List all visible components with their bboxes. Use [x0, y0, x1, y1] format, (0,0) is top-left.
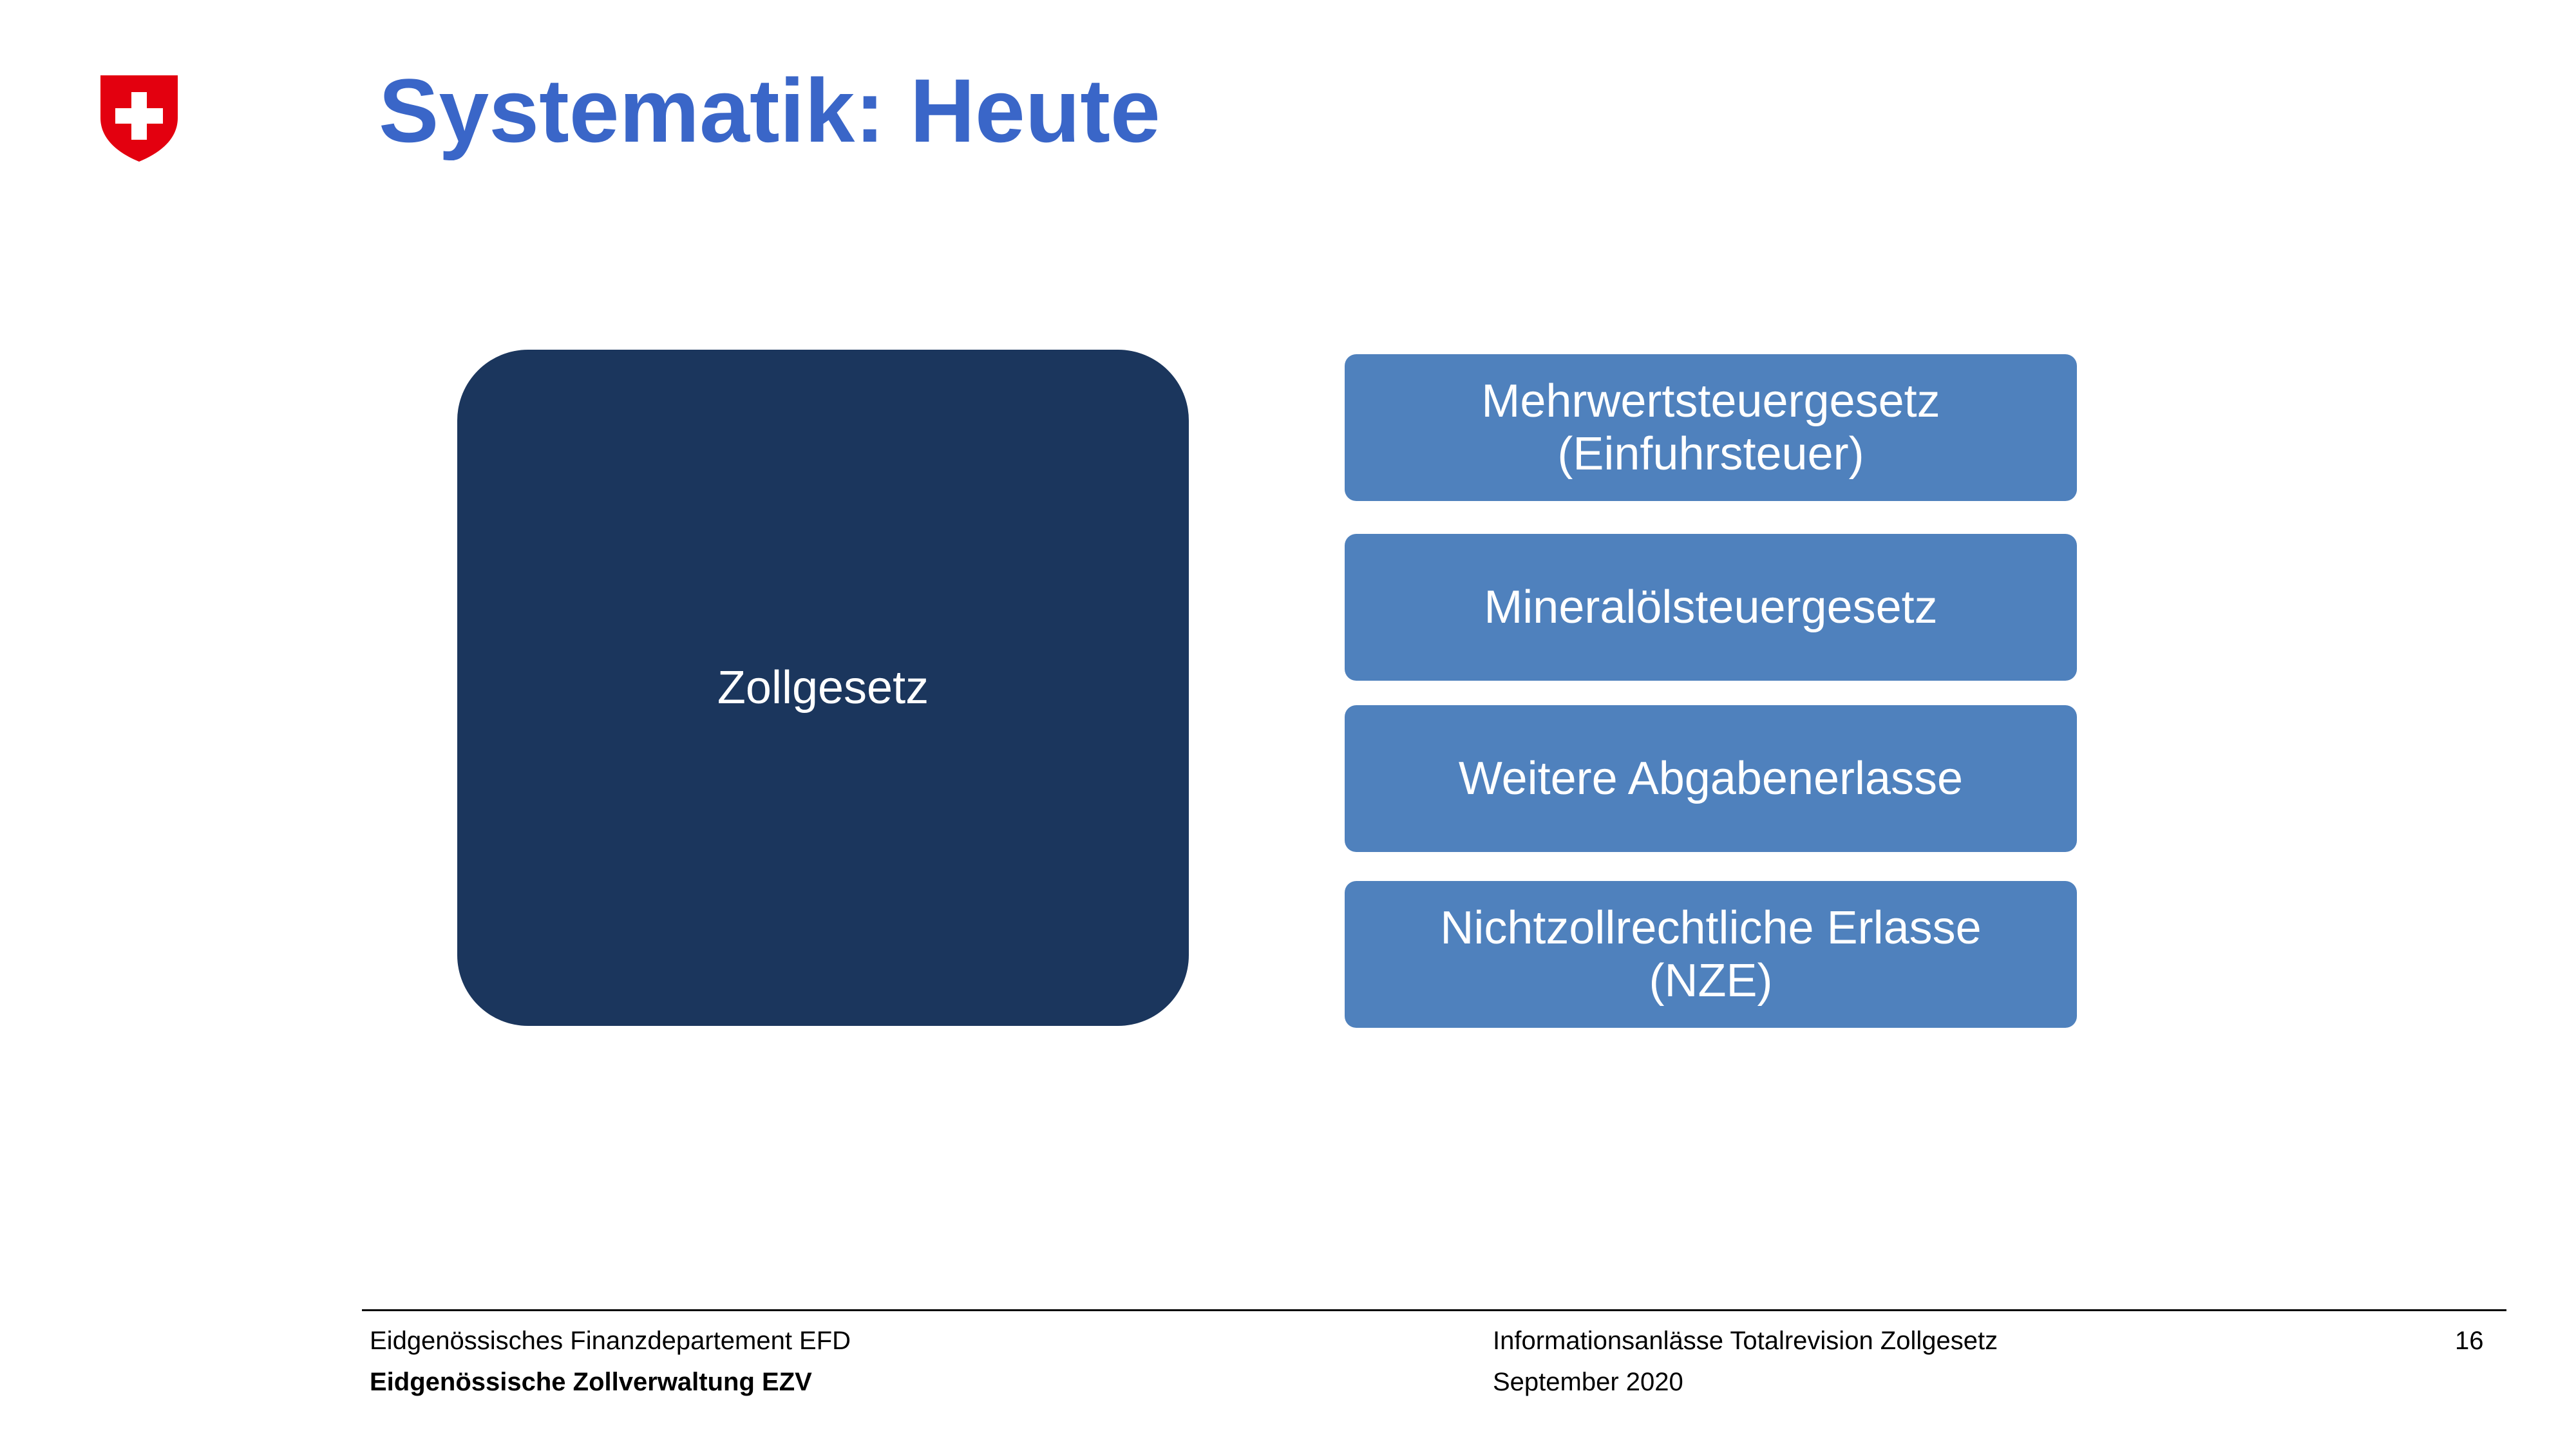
mehrwertsteuergesetz-box	[1345, 354, 2077, 501]
weitere-abgabenerlasse-box	[1345, 705, 2077, 852]
box-label-line2: (NZE)	[1649, 955, 1773, 1007]
swiss-coat-of-arms-icon	[98, 73, 180, 163]
page-number: 16	[2455, 1327, 2484, 1355]
footer-unit: Eidgenössische Zollverwaltung EZV	[370, 1368, 812, 1396]
nichtzollrechtliche-erlasse-box	[1345, 881, 2077, 1028]
page-title: Systematik: Heute	[379, 60, 1160, 161]
box-label-line1: Nichtzollrechtliche Erlasse	[1440, 902, 1982, 954]
box-label-line1: Weitere Abgabenerlasse	[1458, 753, 1964, 804]
box-label-line1: Mineralölsteuergesetz	[1484, 582, 1938, 633]
box-label-line2: (Einfuhrsteuer)	[1557, 428, 1864, 480]
box-label-line1: Mehrwertsteuergesetz	[1481, 375, 1940, 427]
footer-date: September 2020	[1493, 1368, 1683, 1396]
zollgesetz-box	[457, 350, 1189, 1026]
mineraloelsteuergesetz-box	[1345, 534, 2077, 681]
footer-department: Eidgenössisches Finanzdepartement EFD	[370, 1327, 851, 1355]
footer-divider	[362, 1309, 2506, 1311]
footer-event: Informationsanlässe Totalrevision Zollgesetz	[1493, 1327, 1998, 1355]
zollgesetz-label: Zollgesetz	[717, 661, 929, 714]
